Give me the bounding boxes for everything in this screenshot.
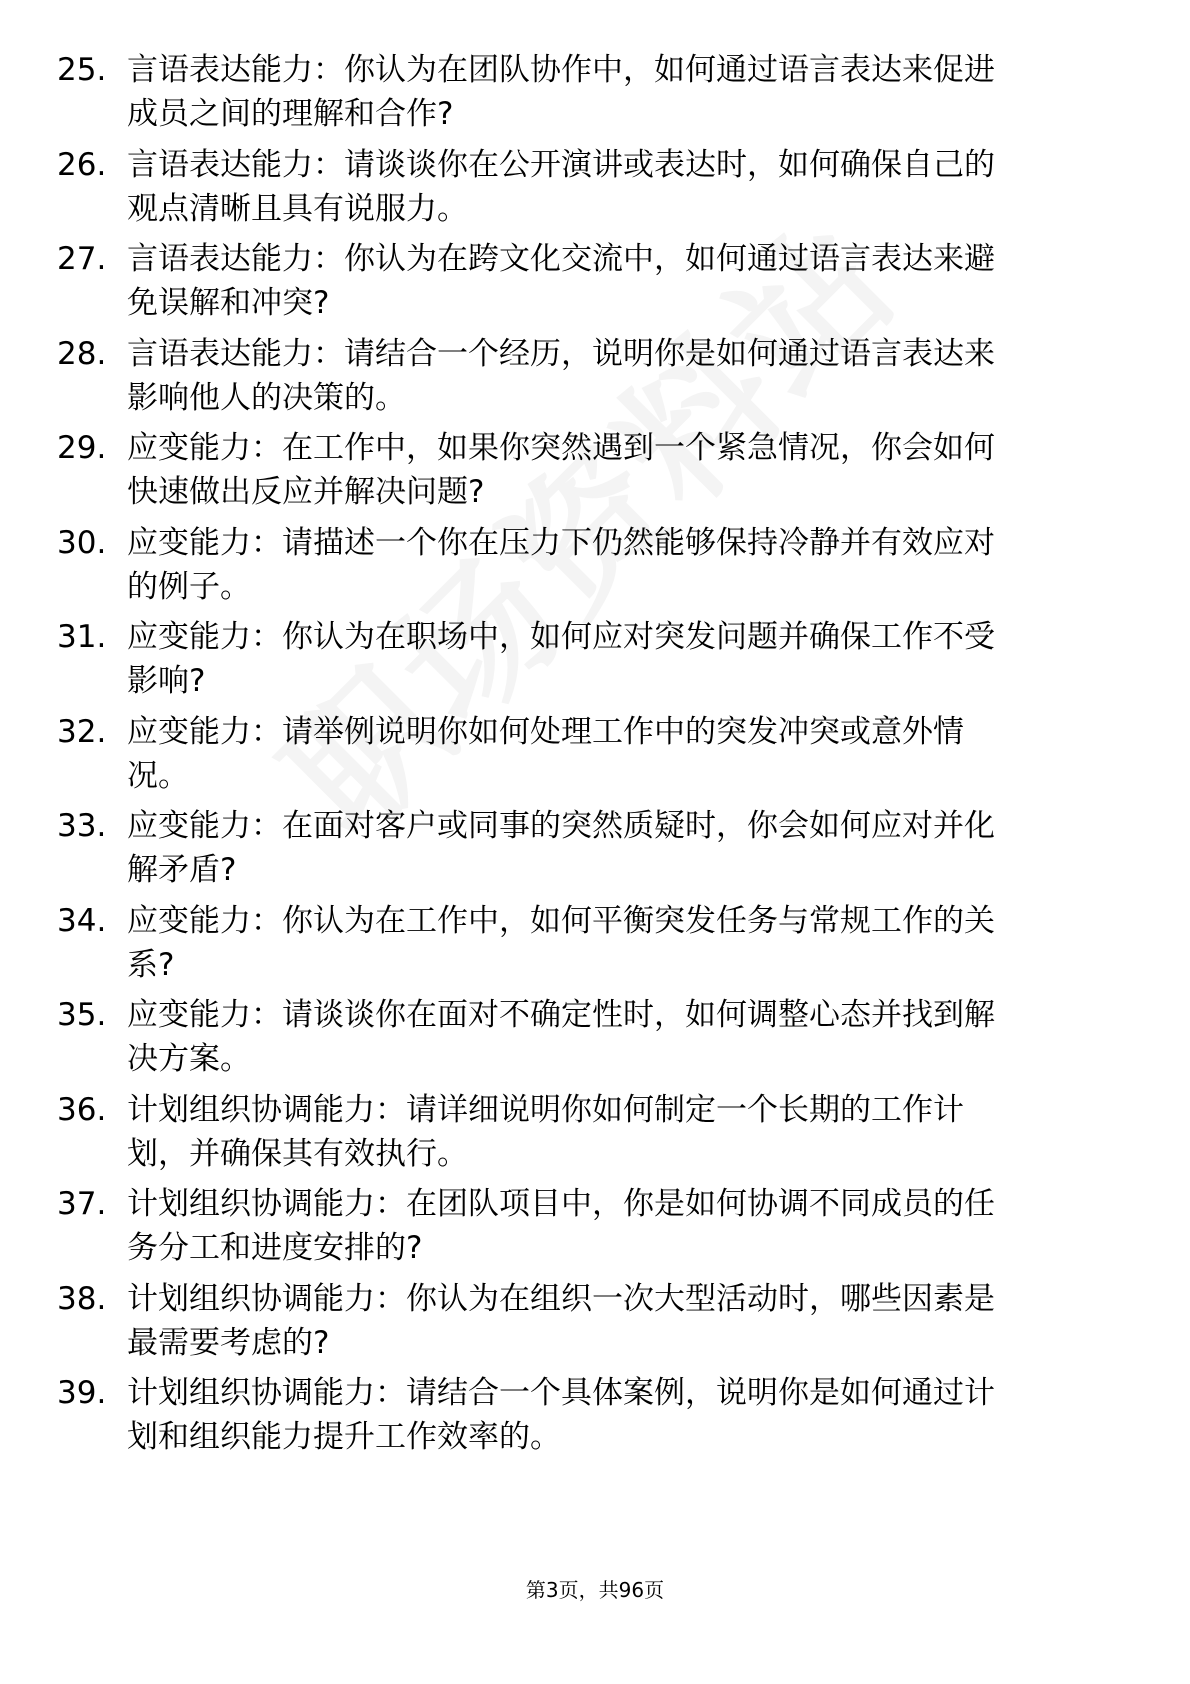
item-text — [127, 1371, 1127, 1459]
item-line: 的例子。 — [127, 568, 251, 605]
list-item — [0, 1182, 1190, 1277]
list-item — [0, 1088, 1190, 1183]
item-line: 计划组织协调能力：你认为在组织一次大型活动时，哪些因素是 — [127, 1280, 995, 1317]
item-line: 应变能力：在工作中，如果你突然遇到一个紧急情况，你会如何 — [127, 430, 995, 466]
item-number: 30. — [57, 524, 107, 561]
item-number: 27. — [57, 241, 107, 277]
list-item — [0, 521, 1190, 616]
item-number: 37. — [57, 1186, 107, 1222]
item-number: 26. — [57, 146, 107, 183]
item-text — [127, 143, 1127, 231]
item-line: 应变能力：你认为在职场中，如何应对突发问题并确保工作不受 — [127, 619, 995, 655]
item-number: 31. — [57, 619, 107, 655]
item-text — [127, 1277, 1127, 1365]
list-item — [0, 1277, 1190, 1372]
question-list — [0, 48, 1190, 1466]
item-text — [127, 899, 1127, 987]
item-line: 成员之间的理解和合作? — [127, 96, 454, 132]
item-number: 39. — [57, 1375, 107, 1411]
item-line: 应变能力：你认为在工作中，如何平衡突发任务与常规工作的关 — [127, 902, 995, 939]
item-line: 务分工和进度安排的? — [127, 1230, 423, 1266]
item-line: 况。 — [127, 757, 189, 794]
list-item — [0, 899, 1190, 994]
item-line: 应变能力：请描述一个你在压力下仍然能够保持冷静并有效应对 — [127, 524, 995, 561]
item-line: 言语表达能力：请结合一个经历，说明你是如何通过语言表达来 — [127, 335, 995, 372]
item-line: 应变能力：在面对客户或同事的突然质疑时，你会如何应对并化 — [127, 808, 995, 844]
item-line: 快速做出反应并解决问题? — [127, 474, 485, 510]
item-number: 36. — [57, 1091, 107, 1128]
item-line: 观点清晰且具有说服力。 — [127, 190, 468, 227]
item-line: 最需要考虑的? — [127, 1324, 330, 1361]
list-item — [0, 143, 1190, 238]
list-item — [0, 615, 1190, 710]
page-footer: 第3页，共96页 — [525, 1578, 665, 1602]
item-line: 计划组织协调能力：在团队项目中，你是如何协调不同成员的任 — [127, 1186, 995, 1222]
list-item — [0, 426, 1190, 521]
list-item — [0, 48, 1190, 143]
item-line: 言语表达能力：你认为在跨文化交流中，如何通过语言表达来避 — [127, 241, 995, 277]
list-item — [0, 804, 1190, 899]
item-number: 35. — [57, 997, 107, 1033]
item-text — [127, 615, 1127, 703]
list-item — [0, 993, 1190, 1088]
item-line: 应变能力：请谈谈你在面对不确定性时，如何调整心态并找到解 — [127, 997, 995, 1033]
item-number: 38. — [57, 1280, 107, 1317]
item-text — [127, 332, 1127, 420]
item-line: 计划组织协调能力：请详细说明你如何制定一个长期的工作计 — [127, 1091, 964, 1128]
item-number: 32. — [57, 713, 107, 750]
item-number: 34. — [57, 902, 107, 939]
item-line: 解矛盾? — [127, 852, 237, 888]
item-line: 言语表达能力：请谈谈你在公开演讲或表达时，如何确保自己的 — [127, 146, 995, 183]
item-line: 影响他人的决策的。 — [127, 379, 406, 416]
list-item — [0, 1371, 1190, 1466]
item-text — [127, 710, 1127, 798]
item-line: 应变能力：请举例说明你如何处理工作中的突发冲突或意外情 — [127, 713, 964, 750]
item-number: 29. — [57, 430, 107, 466]
item-line: 划和组织能力提升工作效率的。 — [127, 1419, 561, 1455]
item-number: 28. — [57, 335, 107, 372]
item-text — [127, 237, 1127, 325]
item-line: 划，并确保其有效执行。 — [127, 1135, 468, 1172]
item-line: 计划组织协调能力：请结合一个具体案例，说明你是如何通过计 — [127, 1375, 995, 1411]
item-line: 影响? — [127, 663, 206, 699]
item-text — [127, 1088, 1127, 1176]
item-line: 决方案。 — [127, 1041, 251, 1077]
item-text — [127, 48, 1127, 136]
item-text — [127, 804, 1127, 892]
list-item — [0, 332, 1190, 427]
item-number: 25. — [57, 52, 107, 88]
list-item — [0, 710, 1190, 805]
item-line: 言语表达能力：你认为在团队协作中，如何通过语言表达来促进 — [127, 52, 995, 88]
item-text — [127, 521, 1127, 609]
item-text — [127, 1182, 1127, 1270]
list-item — [0, 237, 1190, 332]
item-number: 33. — [57, 808, 107, 844]
item-line: 系? — [127, 946, 175, 983]
item-text — [127, 993, 1127, 1081]
item-line: 免误解和冲突? — [127, 285, 330, 321]
item-text — [127, 426, 1127, 514]
